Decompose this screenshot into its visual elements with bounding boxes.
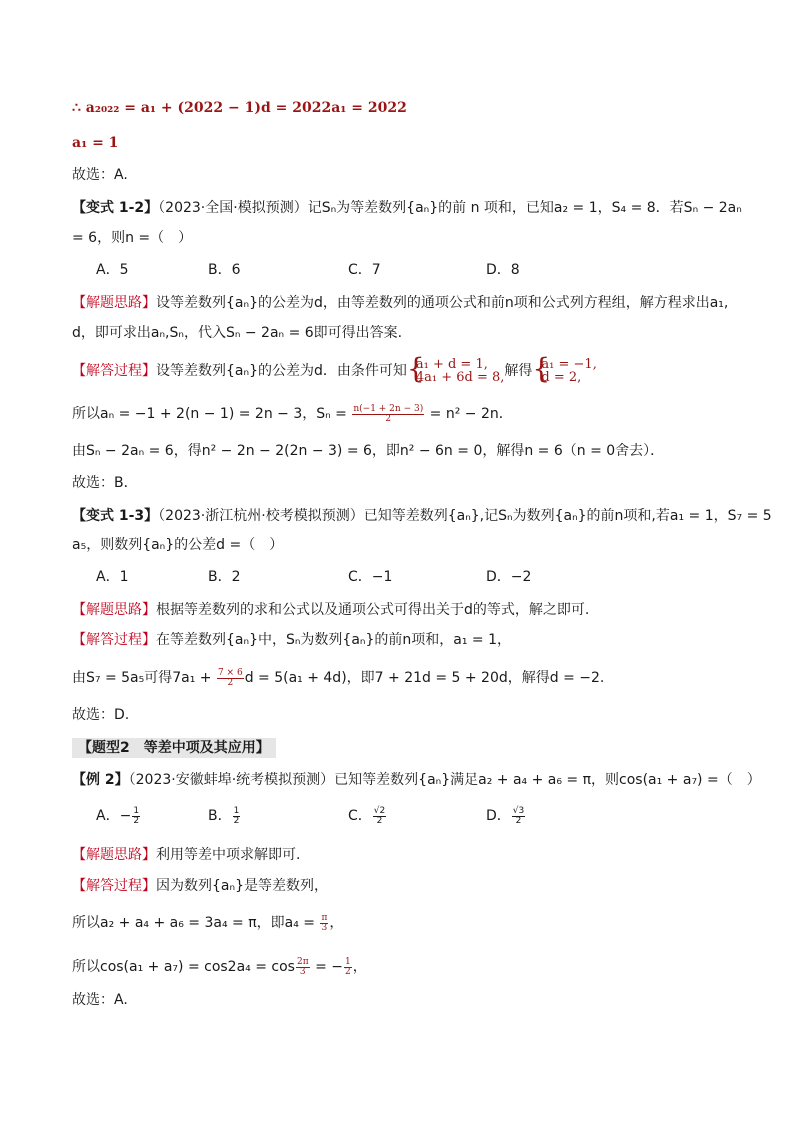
fraction-numerator: π <box>321 912 328 923</box>
option-fraction <box>373 807 386 826</box>
system-row-1: a₁ + d = 1, <box>415 357 488 372</box>
fraction-denominator: 2 <box>345 966 351 977</box>
variant-1-2-answer: 故选：B． <box>72 475 138 491</box>
formula-text: = − <box>310 959 343 975</box>
variant-1-2-think-line-1 <box>72 293 728 313</box>
fraction-numerator: √3 <box>512 805 525 816</box>
fraction-denominator: 3 <box>321 922 328 933</box>
variant-1-2-question-line-1 <box>72 198 742 218</box>
think-tag: 【解题思路】 <box>72 602 156 618</box>
variant-1-3-think-line <box>72 600 589 620</box>
example-2-question <box>72 770 761 790</box>
answer-line: 故选：A. <box>72 167 128 183</box>
think-text: 根据等差数列的求和公式以及通项公式可得出关于d的等式，解之即可. <box>156 602 590 618</box>
variant-1-3-option-c: C．−1 <box>348 569 393 585</box>
fraction-denominator: 3 <box>299 966 306 977</box>
fraction-numerator: 7 × 6 <box>217 667 243 678</box>
example-2-think-line <box>72 845 300 865</box>
example-2-option-b <box>208 806 241 826</box>
process-text: 设等差数列{aₙ}的公差为d．由条件可知 <box>156 363 407 379</box>
fraction <box>344 958 352 977</box>
think-text: 利用等差中项求解即可. <box>156 847 301 863</box>
fraction <box>352 405 424 424</box>
example-2-source: （2023·安徽蚌埠·统考模拟预测） <box>128 772 335 788</box>
option-label: D． <box>486 808 511 824</box>
variant-1-2-option-a: A．5 <box>96 262 129 278</box>
variant-1-2-tag: 【变式 1-2】 <box>72 200 159 216</box>
fraction <box>217 669 244 688</box>
fraction-numerator: 2π <box>296 956 309 967</box>
example-2-process-line-1 <box>72 876 328 896</box>
formula-text: = n² − 2n． <box>425 406 513 422</box>
formula-text: 所以aₙ = −1 + 2(n − 1) = 2n − 3，Sₙ = <box>72 406 352 422</box>
process-text: 在等差数列{aₙ}中，Sₙ为数列{aₙ}的前n项和，a₁ = 1， <box>156 632 512 648</box>
variant-1-3-tag: 【变式 1-3】 <box>72 508 159 524</box>
option-label: B． <box>208 808 232 824</box>
process-tag: 【解答过程】 <box>72 632 156 648</box>
fraction-numerator: 1 <box>345 956 351 967</box>
formula-text: ， <box>352 959 367 975</box>
fraction-denominator: 2 <box>227 677 234 688</box>
think-tag: 【解题思路】 <box>72 847 156 863</box>
variant-1-2-process-line-3: 由Sₙ − 2aₙ = 6，得n² − 2n − 2(2n − 3) = 6，即n² − 6n = 0，解得n = 6（n = 0舍去）． <box>72 443 665 459</box>
variant-1-2-think-line-2: d，即可求出aₙ,Sₙ，代入Sₙ − 2aₙ = 6即可得出答案. <box>72 325 403 341</box>
option-label: A． <box>96 808 120 824</box>
variant-1-2-process-line-1 <box>72 352 597 385</box>
option-fraction <box>233 807 241 826</box>
fraction-numerator: 1 <box>233 805 240 816</box>
solution-line-a1: a₁ = 1 <box>72 135 119 151</box>
example-2-process-line-3 <box>72 957 367 977</box>
example-2-question-text: 已知等差数列{aₙ}满足a₂ + a₄ + a₆ = π，则cos(a₁ + a₇) =（ ） <box>334 772 761 788</box>
variant-1-3-option-b: B．2 <box>208 569 241 585</box>
example-2-answer: 故选：A. <box>72 992 128 1008</box>
process-tag: 【解答过程】 <box>72 363 156 379</box>
fraction-numerator: n(−1 + 2n − 3) <box>353 403 424 414</box>
fraction-numerator: √2 <box>373 805 386 816</box>
formula-text: 所以a₂ + a₄ + a₆ = 3a₄ = π，即a₄ = <box>72 915 320 931</box>
fraction <box>296 958 310 977</box>
formula-text: ， <box>329 915 344 931</box>
variant-1-3-question-line-1 <box>72 506 772 526</box>
example-2-option-c <box>348 806 387 826</box>
example-2-process-line-2 <box>72 913 343 933</box>
variant-1-2-process-line-2 <box>72 404 513 424</box>
fraction-denominator: 2 <box>385 413 392 424</box>
option-fraction <box>132 807 140 826</box>
variant-1-2-source: （2023·全国·模拟预测） <box>158 200 308 216</box>
variant-1-2-question: 记Sₙ为等差数列{aₙ}的前 n 项和，已知a₂ = 1，S₄ = 8．若Sₙ − 2aₙ <box>307 200 742 216</box>
type-2-heading: 【题型2 等差中项及其应用】 <box>72 738 276 758</box>
variant-1-2-question-line-2: = 6，则n =（ ） <box>72 230 193 246</box>
equation-system-1: { a₁ + d = 1, 4a₁ + 6d = 8, <box>406 352 505 385</box>
system-row-2: 4a₁ + 6d = 8, <box>415 370 505 385</box>
think-text: 设等差数列{aₙ}的公差为d，由等差数列的通项公式和前n项和公式列方程组，解方程求出a₁, <box>156 295 729 311</box>
fraction-denominator: 2 <box>233 815 240 826</box>
process-tag: 【解答过程】 <box>72 878 156 894</box>
variant-1-2-option-c: C．7 <box>348 262 381 278</box>
variant-1-2-option-b: B．6 <box>208 262 241 278</box>
variant-1-3-answer: 故选：D. <box>72 707 130 723</box>
solve-text: 解得 <box>504 363 533 379</box>
option-fraction <box>512 807 525 826</box>
variant-1-2-option-d: D．8 <box>486 262 520 278</box>
formula-text: 由S₇ = 5a₅可得7a₁ + <box>72 670 216 686</box>
formula-text: d = 5(a₁ + 4d)，即7 + 21d = 5 + 20d，解得d = −2. <box>244 670 605 686</box>
system-row-1: a₁ = −1, <box>541 357 597 372</box>
fraction <box>320 914 328 933</box>
process-text: 因为数列{aₙ}是等差数列， <box>156 878 328 894</box>
variant-1-3-option-d: D．−2 <box>486 569 532 585</box>
variant-1-3-process-line-1 <box>72 630 511 650</box>
variant-1-3-question: 已知等差数列{aₙ},记Sₙ为数列{aₙ}的前n项和,若a₁ = 1，S₇ = 5 <box>363 508 772 524</box>
variant-1-3-process-line-2 <box>72 668 604 688</box>
example-2-option-a <box>96 806 141 826</box>
variant-1-3-question-line-2: a₅，则数列{aₙ}的公差d =（ ） <box>72 537 284 553</box>
example-2-option-d <box>486 806 526 826</box>
variant-1-3-source: （2023·浙江杭州·校考模拟预测） <box>158 508 364 524</box>
fraction-denominator: 2 <box>133 815 140 826</box>
example-2-tag: 【例 2】 <box>72 772 129 788</box>
fraction-denominator: 2 <box>376 815 383 826</box>
fraction-denominator: 2 <box>515 815 522 826</box>
equation-system-2: { a₁ = −1, d = 2, <box>532 352 597 385</box>
fraction-numerator: 1 <box>133 805 140 816</box>
option-label: C． <box>348 808 372 824</box>
solution-line-a2022: ∴ a₂₀₂₂ = a₁ + (2022 − 1)d = 2022a₁ = 2022 <box>72 100 407 116</box>
think-tag: 【解题思路】 <box>72 295 156 311</box>
variant-1-3-option-a: A．1 <box>96 569 129 585</box>
option-sign: − <box>119 808 132 824</box>
system-row-2: d = 2, <box>541 370 582 385</box>
formula-text: 所以cos(a₁ + a₇) = cos2a₄ = cos <box>72 959 295 975</box>
